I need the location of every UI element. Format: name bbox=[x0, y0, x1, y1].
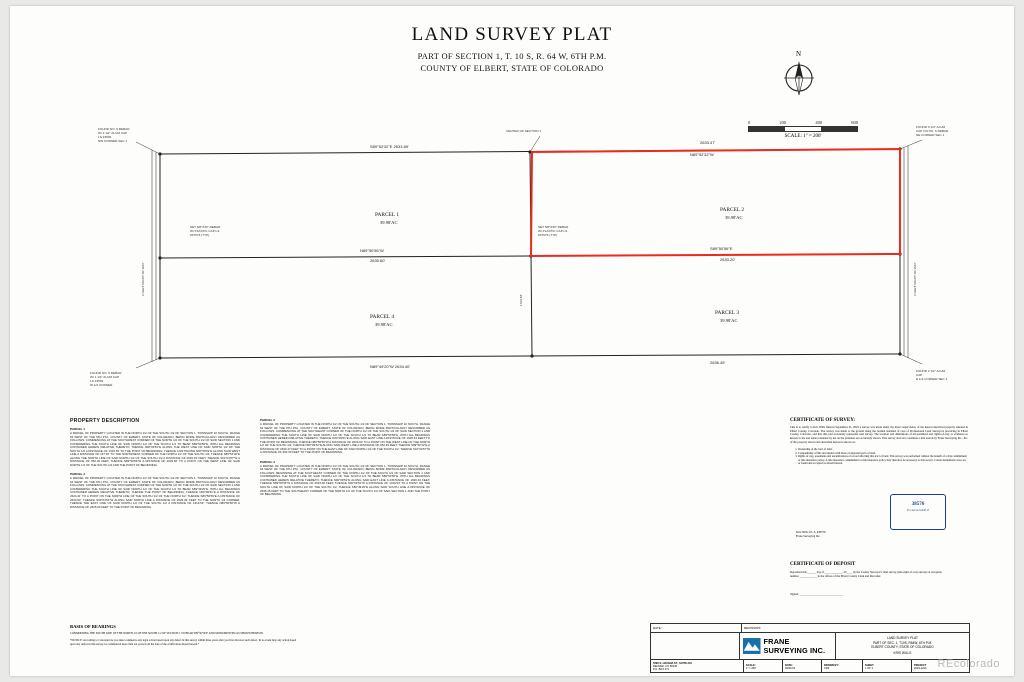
dim-mid-left-2: 2635.60' bbox=[370, 258, 386, 263]
parcel-2-desc-heading: PARCEL 2 bbox=[260, 418, 276, 422]
scale-field bbox=[744, 660, 783, 673]
scale-field-label: SCALE: bbox=[746, 663, 756, 667]
rebar-note-mid: SET 5/8"X30" REBAR bbox=[538, 225, 569, 229]
scale-tick-2: 400 bbox=[815, 120, 823, 125]
drawn-by-value: CRF bbox=[824, 666, 830, 670]
scale-tick-1: 200 bbox=[779, 120, 787, 125]
deposit-line-1: Deposited this ______ day of ____________, 20____ by the County Surveyor's land survey plats right-of-way surveys at reception bbox=[790, 570, 942, 574]
title-block-revision-area bbox=[651, 633, 740, 659]
property-description-heading: PROPERTY DESCRIPTION bbox=[70, 418, 140, 424]
firm-po-box: P.O. BOX 471 bbox=[653, 668, 670, 671]
parcel-4-area: 39.98'AC bbox=[375, 322, 393, 327]
rebar-note-left-2: W/ PLASTIC CAP LS bbox=[190, 229, 220, 233]
rebar-note-left: SET 5/8"X30" REBAR bbox=[190, 225, 221, 229]
surveyor-seal bbox=[890, 494, 946, 530]
project-line-2: PART OF SEC. 1, T10S, R64W, 6TH P.M. bbox=[872, 640, 933, 645]
parcel-2-desc-body: A PARCEL OF PROPERTY LOCATED IN THE NORTH 1/2 OF THE SOUTH 1/2 OF SECTION 1, TOWNSHIP 10 SOUTH, RANGE 64 WEST OF THE 6TH P.M., COUNTY OF ELBERT, STATE OF COLORADO, BEING MORE PARTICULARLY DESCRIBED AS FOLLOWS: COMMENCING AT THE SOUTHEAST CORNER OF THE NORTH 1/2 OF THE SOUTH 1/2 OF SAID SECTION 1 AND CONSIDERING THE SOUTH LINE OF SAID NORTH 1/2 OF THE SOUTH 1/2 TO BEAR S89°50'56"E, WITH ALL BEARINGS CONTAINED HEREIN RELATIVE THERETO; THENCE N00°09'51"E ALONG SAID EAST LINE A DISTANCE OF 1926.43 FEET TO THE POINT OF BEGINNING; THENCE N89°50'56"W A DISTANCE OF 2633.60' TO A POINT ON THE WEST LINE OF THE NORTH 1/2 OF THE SOUTH 1/2; THENCE N00°09'51"E ALONG SAID WEST LINE A DISTANCE OF 652.49 FEET; THENCE S89°52'32"E A DISTANCE OF 2633.47 FEET TO A POINT ON THE EAST LINE OF SAID NORTH 1/2 OF THE SOUTH 1/2; THENCE S01°04'57"W A DISTANCE OF 652.00 FEET TO THE POINT OF BEGINNING. bbox=[260, 422, 430, 455]
corner-se-note-2: CAP bbox=[916, 373, 923, 377]
scale-tick-0: 0 bbox=[748, 120, 751, 125]
parcel-2-label: PARCEL 2 bbox=[720, 207, 745, 213]
corner-nw-note-2: W/ 2 1/2" ALUM CAP bbox=[98, 131, 128, 135]
dim-south-right: 2636.45' bbox=[710, 360, 726, 365]
project-title-area bbox=[836, 633, 969, 659]
title-block-bottom-row bbox=[651, 660, 969, 673]
project-line-3: ELBERT COUNTY, STATE OF COLORADO bbox=[871, 645, 934, 649]
deposit-signature: Signed: ______________________________ bbox=[790, 591, 843, 596]
corner-ne-note-3: NE CORNER SEC 1 bbox=[916, 133, 945, 137]
parcel-1-desc-heading: PARCEL 1 bbox=[70, 427, 86, 431]
drawn-by-field bbox=[822, 660, 863, 673]
plat-title: LAND SURVEY PLAT bbox=[411, 24, 613, 45]
parcel-3-label: PARCEL 3 bbox=[715, 310, 740, 316]
cert-note-1: 1. Ownership of the tract of land. bbox=[798, 448, 968, 451]
center-section-note: CENTER OF SECTION 1 bbox=[506, 129, 542, 133]
firm-address-line-2: DENVER, CO 80246 bbox=[653, 665, 678, 668]
cert-note-2: 2. Compatibility of this description with those of adjacent tracts of land. bbox=[798, 452, 968, 455]
title-block-revisions-label: REVISIONS: bbox=[744, 626, 762, 630]
corner-nw-note-3: LS 23539 bbox=[98, 135, 112, 139]
parcel-3-desc-body: A PARCEL OF PROPERTY LOCATED IN THE NORTH 1/2 OF THE SOUTH 1/2 OF SECTION 1, TOWNSHIP 10 SOUTH, RANGE 64 WEST OF THE 6TH P.M., COUNTY OF ELBERT, STATE OF COLORADO, BEING MORE PARTICULARLY DESCRIBED AS FOLLOWS: BEGINNING AT THE SOUTHEAST CORNER OF THE NORTH 1/2 OF THE SOUTH 1/2 OF SAID SECTION 1 AND CONSIDERING THE SOUTH LINE OF SAID NORTH 1/2 OF THE SOUTH 1/2 TO BEAR S89°50'56"E, WITH ALL BEARINGS CONTAINED HEREIN RELATIVE THERETO; THENCE N00°09'51"E ALONG SAID EAST LINE A DISTANCE OF 1926.43 FEET; THENCE N89°50'56"W A DISTANCE OF 2634.00 FEET; THENCE S00°09'51"W A DISTANCE OF 1319.53' TO A POINT ON THE SOUTH LINE OF SAID NORTH 1/2 OF THE SOUTH 1/2; THENCE S89°49'20"E ALONG SAID SOUTH LINE A DISTANCE OF 2636.45 FEET TO THE SOUTHEAST CORNER OF THE NORTH 1/2 OF THE SOUTH 1/2 OF SAID SECTION 1 AND THE POINT OF BEGINNING. bbox=[260, 463, 430, 497]
row-west-label: 2 FEET RIGHT OF WAY bbox=[141, 262, 145, 296]
basis-of-bearings-p1: CONSIDERING THE SOUTH LINE OF THE NORTH 1/2 OF THE SOUTH 1/2 OF SECTION 1 TO BEAR S89°50'56"E AND MONUMENTED AS SHOWN HEREON. bbox=[70, 632, 264, 635]
property-description-col-2 bbox=[260, 418, 430, 502]
dim-mid-right: S89°50'56"E bbox=[710, 246, 733, 251]
date-field-value: 09/21/23 bbox=[785, 666, 796, 670]
corner-se-note: FOUND 2 1/2" ALUM bbox=[916, 369, 946, 373]
sheet-label: SHEET bbox=[865, 663, 874, 667]
dim-north-left: S89°52'32"E 2633.89' bbox=[370, 144, 409, 149]
firm-address bbox=[651, 660, 744, 673]
parcel-4-label: PARCEL 4 bbox=[370, 314, 395, 320]
parcel-4-desc-heading: PARCEL 4 bbox=[70, 472, 86, 477]
drawn-by-label: DRAWN BY: bbox=[824, 663, 839, 667]
firm-name: FRANE SURVEYING INC. bbox=[763, 637, 826, 655]
dim-north-right-2: N89°52'32"W bbox=[690, 152, 714, 157]
corner-sw-note: FOUND NO. 5 REBAR bbox=[90, 371, 122, 375]
basis-of-bearings-p2: *NOTICE: According to Colorado law you must commence any legal action based upon any defect in this survey within three years after you first discover such defect. In no event may any action based upon any defect in this survey be commenced more than ten years from the date of the certification shown hereon.* bbox=[70, 639, 297, 646]
dim-north-right: 2633.47' bbox=[700, 140, 716, 145]
parcel-2-area: 39.98'AC bbox=[725, 215, 743, 220]
corner-sw-note-3: LS 23539 bbox=[90, 379, 104, 383]
scale-field-value: 1" = 200' bbox=[746, 666, 757, 670]
date-field-label: DATE: bbox=[785, 663, 793, 667]
surveyor-signature-name: Kris Wills, P.L.S. #38576 bbox=[796, 530, 826, 534]
mountain-logo-icon bbox=[743, 636, 761, 656]
center-line-label: 1319.53' bbox=[519, 294, 523, 306]
cert-note-3: 3. Rights of way, easements and encumbrances of record affecting this tract of land. This survey was performed without the benefit of a title commitment or title insurance policy. A title insurance commitment or title insurance policy may therefore be necessary to this survey. Corner monuments were set, or found and accepted as shown hereon. bbox=[798, 455, 968, 465]
parcel-1-label: PARCEL 1 bbox=[375, 212, 400, 218]
firm-logo-area bbox=[740, 633, 836, 659]
corner-se-note-3: E 1/4 CORNER SEC 1 bbox=[916, 377, 948, 381]
firm-address-line-1: 5290 S. HAVANA ST., SUITE 201 bbox=[653, 662, 692, 665]
plat-subtitle-county: COUNTY OF ELBERT, STATE OF COLORADO bbox=[420, 63, 604, 73]
corner-ne-note-2: CAP ON NO. 6 REBAR bbox=[916, 129, 949, 133]
north-label: N bbox=[796, 50, 802, 58]
plat-page bbox=[10, 6, 1014, 676]
corner-nw-note-4: NW CORNER SEC 1 bbox=[98, 139, 128, 143]
rebar-note-mid-3: #37576 (TYP) bbox=[538, 233, 558, 237]
rebar-note-mid-2: W/ PLASTIC CAP LS bbox=[538, 229, 568, 233]
row-east-label: 2 FEET RIGHT OF WAY bbox=[913, 262, 917, 296]
certificate-of-survey-body: This is to certify to Kris Wills Interest September 21, 2023 a survey was made under my direct supervision, of the hereon described property situated in Elbert County, Colorado. The survey was made to the ground using the normal standard of care of Professional Land Surveyors practicing in Elbert County, Colorado, and that this plat accurately represents said survey. The location and dimensions of all permitted and rights-of-way or evidence so known to me and exist/contained by me on the premises are accurately shown. This survey does not constitute a title search by Frane Surveying Inc., Inc. of the property shown and described hereon is shown as: bbox=[790, 425, 968, 444]
project-number-value: 2023-1234 bbox=[914, 666, 927, 670]
dim-mid-left: N89°50'56"W bbox=[360, 248, 384, 253]
title-block-mid-row bbox=[651, 633, 969, 660]
dim-mid-right-2: 2633.20' bbox=[720, 257, 736, 262]
certificate-of-deposit-heading: CERTIFICATE OF DEPOSIT bbox=[790, 562, 856, 567]
surveyor-firm-line: Frane Surveying Inc. bbox=[796, 534, 821, 538]
surveyor-seal-sub: For and on behalf of bbox=[907, 509, 929, 512]
certificate-of-survey-notes bbox=[798, 448, 968, 465]
page-title bbox=[10, 24, 1014, 73]
parcel-1-desc-body: A PARCEL OF PROPERTY LOCATED IN THE NORTH 1/2 OF THE SOUTH 1/2 OF SECTION 1, TOWNSHIP 10 SOUTH, RANGE 64 WEST OF THE 6TH P.M., COUNTY OF ELBERT, STATE OF COLORADO, BEING MORE PARTICULARLY DESCRIBED AS FOLLOWS: COMMENCING AT THE SOUTHWEST CORNER OF THE NORTH 1/2 OF THE SOUTH 1/2 OF SAID SECTION 1 AND CONSIDERING THE SOUTH LINE OF SAID NORTH 1/2 OF THE SOUTH 1/2 TO BEAR S89°50'56"E, WITH ALL BEARINGS CONTAINED HEREIN RELATIVE THERETO; THENCE N00°09'51"E ALONG THE WEST LINE OF SAID NORTH 1/2 OF THE SOUTH 1/2 A DISTANCE OF 1319.53' TO THE POINT OF BEGINNING; THENCE CONTINUING N00°09'51"E ALONG SAID WEST LINE A DISTANCE OF 167.30' TO THE NORTHWEST CORNER OF THE NORTH 1/2 OF THE SOUTH 1/2; THENCE S89°52'32"E ALONG THE NORTH LINE OF SAID NORTH 1/2 OF THE SOUTH 1/2 A DISTANCE OF 2633.33' FEET; THENCE S01°04'57"W A DISTANCE OF 652.49 FEET; THENCE N89°50'56"W A DISTANCE OF 2633.60' TO A POINT ON THE WEST LINE OF SAID NORTH 1/2 OF THE SOUTH 1/2 AND THE POINT OF BEGINNING. bbox=[70, 431, 240, 467]
rebar-note-left-3: #37576 (TYP) bbox=[190, 233, 210, 237]
scale-caption: SCALE: 1" = 200' bbox=[784, 134, 822, 139]
corner-ne-note: FOUND 3 1/4" ALUM bbox=[916, 125, 946, 129]
property-description-col-1 bbox=[70, 418, 240, 514]
certificate-of-deposit bbox=[790, 562, 968, 596]
title-block-header-row bbox=[651, 624, 969, 633]
plat-subtitle-section: PART OF SECTION 1, T. 10 S, R. 64 W, 6TH P.M. bbox=[417, 51, 607, 61]
sheet-value: 1 OF 1 bbox=[865, 666, 873, 670]
sheet-field bbox=[863, 660, 912, 673]
project-number-label: PROJECT bbox=[914, 663, 927, 667]
dim-south-left: N89°49'20"W 2634.40' bbox=[370, 364, 411, 369]
certificate-of-survey bbox=[790, 418, 968, 538]
parcel-3-area: 39.98'AC bbox=[720, 318, 738, 323]
parcel-1-area: 39.98'AC bbox=[380, 220, 398, 225]
deposit-line-2: number ____________ in the offices of the Elbert County Clerk and Recorder. bbox=[790, 573, 881, 578]
corner-sw-note-2: W/ 1 1/4" ALUM CAP bbox=[90, 375, 120, 379]
parcel-4-desc-body: A PARCEL OF PROPERTY LOCATED IN THE NORTH 1/2 OF THE SOUTH 1/2 OF SECTION 1, TOWNSHIP 10 SOUTH, RANGE 64 WEST OF THE 6TH P.M., COUNTY OF ELBERT, STATE OF COLORADO, BEING MORE PARTICULARLY DESCRIBED AS FOLLOWS: COMMENCING AT THE SOUTHWEST CORNER OF THE NORTH 1/2 OF THE SOUTH 1/2 OF SAID SECTION 1 AND CONSIDERING THE SOUTH LINE OF SAID NORTH 1/2 OF THE SOUTH 1/2 TO BEAR S89°49'20"E, WITH ALL BEARINGS CONTAINED HEREIN RELATIVE THERETO; THENCE THE POINT OF BEGINNING; THENCE N00°09'51"E A DISTANCE OF 2624.41' TO A POINT ON THE NORTH LINE OF THE SOUTH 1/2 OF THE NORTH 1/2; THENCE S89°50'56"E A DISTANCE OF 2633.60'; THENCE S00°04'51"W ALONG SAID NORTH LINE A DISTANCE OF 2625.39' FEET TO THE NORTH 1/4 CORNER; THENCE THE EAST LINE OF SAID NORTH 1/2 OF THE SOUTH 1/2 A DISTANCE OF 1319.53'; THENCE N89°50'56"W A DISTANCE OF 2625.00 FEET TO THE POINT OF BEGINNING. bbox=[70, 476, 240, 509]
project-line-1: LAND SURVEY PLAT bbox=[886, 636, 918, 641]
parcel-3-desc-heading: PARCEL 3 bbox=[260, 459, 276, 464]
surveyor-seal-number: 38576 bbox=[911, 502, 925, 507]
corner-nw-note: FOUND NO. 6 REBAR bbox=[98, 127, 130, 131]
certificate-of-survey-heading: CERTIFICATE OF SURVEY: bbox=[790, 418, 856, 423]
corner-sw-note-4: W 1/4 CORNER bbox=[90, 383, 113, 387]
scale-tick-3: 600 bbox=[851, 120, 858, 125]
surveyor-signature-block bbox=[796, 530, 825, 538]
plat-drawing bbox=[70, 106, 960, 406]
title-block bbox=[650, 623, 970, 673]
title-block-date-label: DATE: bbox=[651, 624, 742, 632]
client-name: KRIS WILLS bbox=[893, 651, 912, 656]
basis-of-bearings bbox=[70, 624, 300, 650]
basis-of-bearings-heading: BASIS OF BEARINGS bbox=[70, 624, 116, 629]
watermark: REcolorado bbox=[937, 658, 1000, 670]
date-field bbox=[783, 660, 822, 673]
